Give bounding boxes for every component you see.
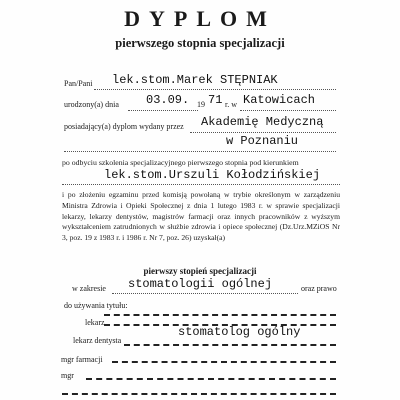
title-row-dentist-cancel-dash: [124, 344, 336, 346]
title-row-pharmacy-label: mgr farmacji: [61, 355, 103, 364]
birth-day-month: 03.09.: [146, 93, 190, 107]
scope-value: stomatologii ogólnej: [128, 277, 273, 291]
birth-place-prefix: r. w: [225, 100, 237, 109]
specialization-heading: pierwszy stopień specjalizacji: [143, 266, 257, 276]
title-use-label: do używania tytułu:: [64, 301, 128, 310]
birth-date-label: urodzony(a) dnia: [64, 100, 119, 109]
issuer-line-2: [64, 151, 336, 152]
right-label: oraz prawo: [301, 284, 337, 293]
bottom-cancel-dash: [62, 393, 336, 395]
title-row-pharmacy-cancel-dash: [112, 361, 336, 363]
birth-century: 19: [197, 100, 205, 109]
training-intro: po odbyciu szkolenia specjalizacyjnego pierwszego stopnia pod kierunkiem: [62, 158, 299, 167]
birth-place: Katowicach: [243, 93, 316, 107]
title-row-lekarz-cancel-dash-top: [104, 314, 336, 316]
diploma-issuer-line2: w Poznaniu: [226, 134, 299, 148]
title-row-dentist-value: stomatolog ogólny: [178, 325, 301, 339]
recipient-name-line: [94, 89, 336, 90]
title-row-lekarz-label: lekarz: [85, 318, 105, 327]
supervisor-line: [62, 184, 340, 185]
scope-line: [112, 293, 298, 294]
birth-place-line: [240, 110, 336, 111]
supervisor-name: lek.stom.Urszuli Kołodzińskiej: [104, 168, 321, 182]
birth-year: 71: [208, 93, 223, 107]
title-row-mgr-label: mgr: [61, 371, 74, 380]
recipient-label: Pan/Pani: [64, 79, 93, 88]
document-subtitle: pierwszego stopnia specjalizacji: [115, 36, 285, 50]
birth-date-line: [128, 110, 198, 111]
recipient-name: lek.stom.Marek STĘPNIAK: [112, 73, 278, 87]
scope-label: w zakresie: [72, 284, 106, 293]
title-row-dentist-label: lekarz dentysta: [73, 336, 122, 345]
diploma-issuer-line1: Akademię Medyczną: [201, 115, 324, 129]
diploma-issuer-label: posiadający(a) dyplom wydany przez: [64, 122, 184, 131]
document-title: DYPLOM: [124, 6, 276, 31]
issuer-line-1: [190, 132, 336, 133]
title-row-mgr-cancel-dash: [86, 378, 336, 380]
legal-text: i po złożeniu egzaminu przed komisją powołaną w trybie określonym w zarządzeniu Ministra Zdrowia i Opieki Społecznej z dnia 1 lutego 1983 r. w sprawie specjalizacji lekarzy, lekarzy dentystów, magistrów farmacji oraz innych pracowników z wyższym wykształceniem zatrudnionych w służbie zdrowia i opiece społecznej (Dz.Urz.MZiOS Nr 3, poz. 19 z 1983 r. i 1986 r. Nr 7, poz. 26) uzyskał(a): [62, 190, 340, 243]
